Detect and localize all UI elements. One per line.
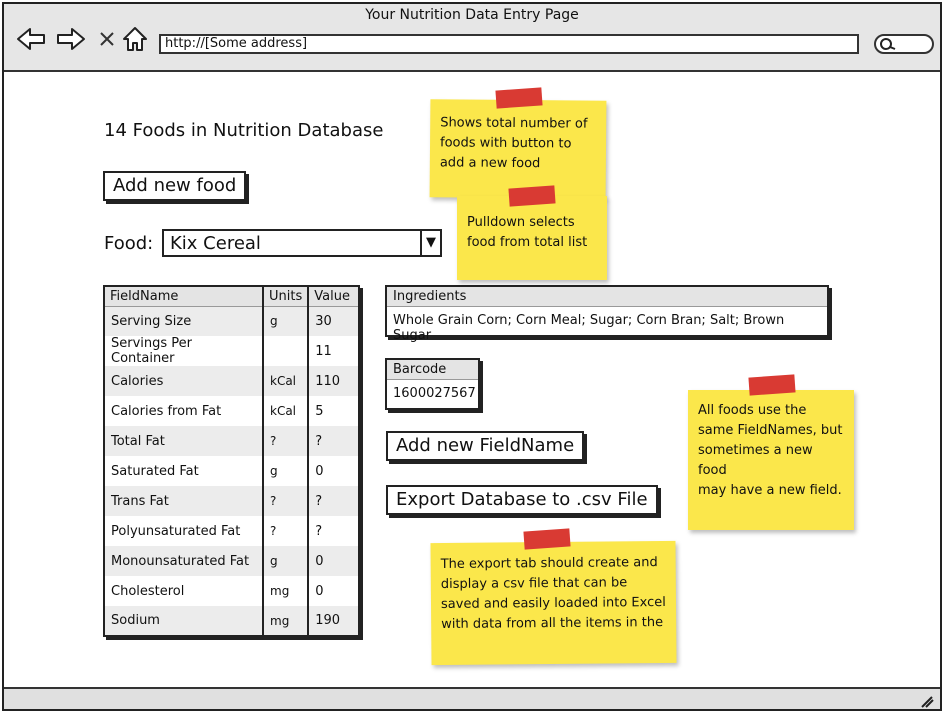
- table-header-row: [104, 286, 359, 306]
- nutrition-table: [103, 285, 360, 637]
- value-cell[interactable]: ?: [308, 486, 359, 516]
- units-cell[interactable]: ?: [263, 426, 308, 456]
- table-row[interactable]: [104, 336, 359, 366]
- note-line: saved and easily loaded into Excel: [440, 595, 666, 612]
- units-cell[interactable]: kCal: [263, 396, 308, 426]
- field-name-cell[interactable]: Serving Size: [104, 306, 263, 336]
- value-cell[interactable]: 5: [315, 403, 324, 419]
- value-cell[interactable]: ?: [315, 523, 323, 539]
- units-cell[interactable]: g: [263, 546, 308, 576]
- field-name-cell[interactable]: Trans Fat: [104, 486, 263, 516]
- resize-grip-icon[interactable]: [920, 693, 934, 712]
- tape-decoration: [523, 528, 570, 549]
- value-cell[interactable]: 190: [308, 606, 359, 636]
- field-name-cell[interactable]: Total Fat: [104, 426, 263, 456]
- note-line: The export tab should create and: [440, 555, 658, 572]
- column-header[interactable]: Units: [263, 286, 308, 306]
- column-header[interactable]: Value: [308, 286, 359, 306]
- sticky-note-export: [430, 541, 676, 665]
- value-cell[interactable]: 110: [308, 366, 359, 396]
- note-line: Pulldown selects: [467, 215, 575, 230]
- field-name-cell[interactable]: Servings Per Container: [104, 336, 263, 366]
- note-line: with data from all the items in the: [441, 615, 664, 632]
- tape-decoration: [508, 185, 555, 206]
- barcode-panel: [385, 358, 480, 410]
- add-fieldname-button[interactable]: Add new FieldName: [386, 431, 584, 461]
- tape-decoration: [748, 374, 795, 395]
- units-cell[interactable]: ?: [263, 486, 308, 516]
- search-input[interactable]: [874, 34, 934, 54]
- field-name-cell[interactable]: Cholesterol: [104, 576, 263, 606]
- units-cell[interactable]: [263, 336, 308, 366]
- address-bar[interactable]: http://[Some address]: [159, 34, 859, 54]
- tape-decoration: [495, 87, 542, 108]
- table-row[interactable]: [104, 546, 359, 576]
- value-cell[interactable]: 0: [308, 546, 359, 576]
- note-line: display a csv file that can be: [440, 575, 628, 592]
- field-name-cell[interactable]: Saturated Fat: [104, 456, 263, 486]
- back-arrow-icon[interactable]: [16, 26, 46, 52]
- table-row[interactable]: [104, 516, 359, 546]
- units-cell[interactable]: kCal: [263, 366, 308, 396]
- units-cell[interactable]: mg: [263, 576, 308, 606]
- food-label: Food:: [104, 233, 154, 254]
- page-title: 14 Foods in Nutrition Database: [104, 120, 384, 141]
- food-dropdown[interactable]: [162, 229, 442, 257]
- add-food-button[interactable]: Add new food: [103, 171, 246, 201]
- browser-window: [2, 2, 942, 711]
- sticky-note-fieldnames: [688, 390, 854, 530]
- ingredients-header: Ingredients: [387, 287, 827, 307]
- sticky-note-food-count: [430, 99, 607, 199]
- field-name-cell[interactable]: Monounsaturated Fat: [104, 546, 263, 576]
- field-name-cell[interactable]: Calories: [104, 366, 263, 396]
- chevron-down-icon[interactable]: ▼: [420, 231, 440, 255]
- units-cell[interactable]: mg: [263, 606, 308, 636]
- search-icon: [879, 37, 897, 57]
- table-row[interactable]: [104, 486, 359, 516]
- units-cell[interactable]: g: [263, 456, 308, 486]
- column-header[interactable]: FieldName: [104, 286, 263, 306]
- home-icon[interactable]: [120, 26, 150, 52]
- barcode-header: Barcode: [387, 360, 478, 380]
- note-line: All foods use the: [698, 403, 807, 418]
- table-row[interactable]: [104, 576, 359, 606]
- units-cell[interactable]: ?: [263, 516, 308, 546]
- value-cell[interactable]: 30: [308, 306, 359, 336]
- window-title: Your Nutrition Data Entry Page: [365, 7, 579, 23]
- sticky-note-pulldown: [457, 196, 607, 280]
- browser-toolbar: [4, 4, 940, 72]
- note-line: food from total list: [467, 235, 588, 250]
- table-row[interactable]: [104, 456, 359, 486]
- table-row[interactable]: [104, 396, 359, 426]
- table-row[interactable]: [104, 606, 359, 636]
- table-row[interactable]: [104, 426, 359, 456]
- value-cell[interactable]: ?: [308, 426, 359, 456]
- value-cell[interactable]: 0: [315, 583, 324, 599]
- field-name-cell[interactable]: Calories from Fat: [104, 396, 263, 426]
- forward-arrow-icon[interactable]: [56, 26, 86, 52]
- note-line: add a new food: [439, 155, 541, 172]
- units-cell[interactable]: g: [263, 306, 308, 336]
- export-csv-button[interactable]: Export Database to .csv File: [386, 485, 658, 515]
- ingredients-value[interactable]: Whole Grain Corn; Corn Meal; Sugar; Corn Bran; Salt; Brown Sugar: [393, 313, 785, 343]
- field-name-cell[interactable]: Sodium: [104, 606, 263, 636]
- ingredients-panel: [385, 285, 829, 343]
- value-cell[interactable]: 11: [315, 343, 332, 359]
- barcode-value[interactable]: 1600027567: [393, 386, 476, 401]
- note-line: same FieldNames, but: [698, 423, 843, 438]
- field-name-cell[interactable]: Polyunsaturated Fat: [104, 516, 263, 546]
- note-line: Shows total number of: [440, 115, 588, 132]
- note-line: may have a new field.: [698, 483, 842, 498]
- status-bar: [4, 687, 940, 709]
- table-row[interactable]: [104, 366, 359, 396]
- food-selected-value: Kix Cereal: [170, 233, 261, 254]
- close-icon[interactable]: [92, 26, 122, 52]
- table-row[interactable]: [104, 306, 359, 336]
- value-cell[interactable]: 0: [315, 463, 324, 479]
- note-line: foods with button to: [439, 135, 572, 152]
- note-line: sometimes a new food: [698, 443, 813, 478]
